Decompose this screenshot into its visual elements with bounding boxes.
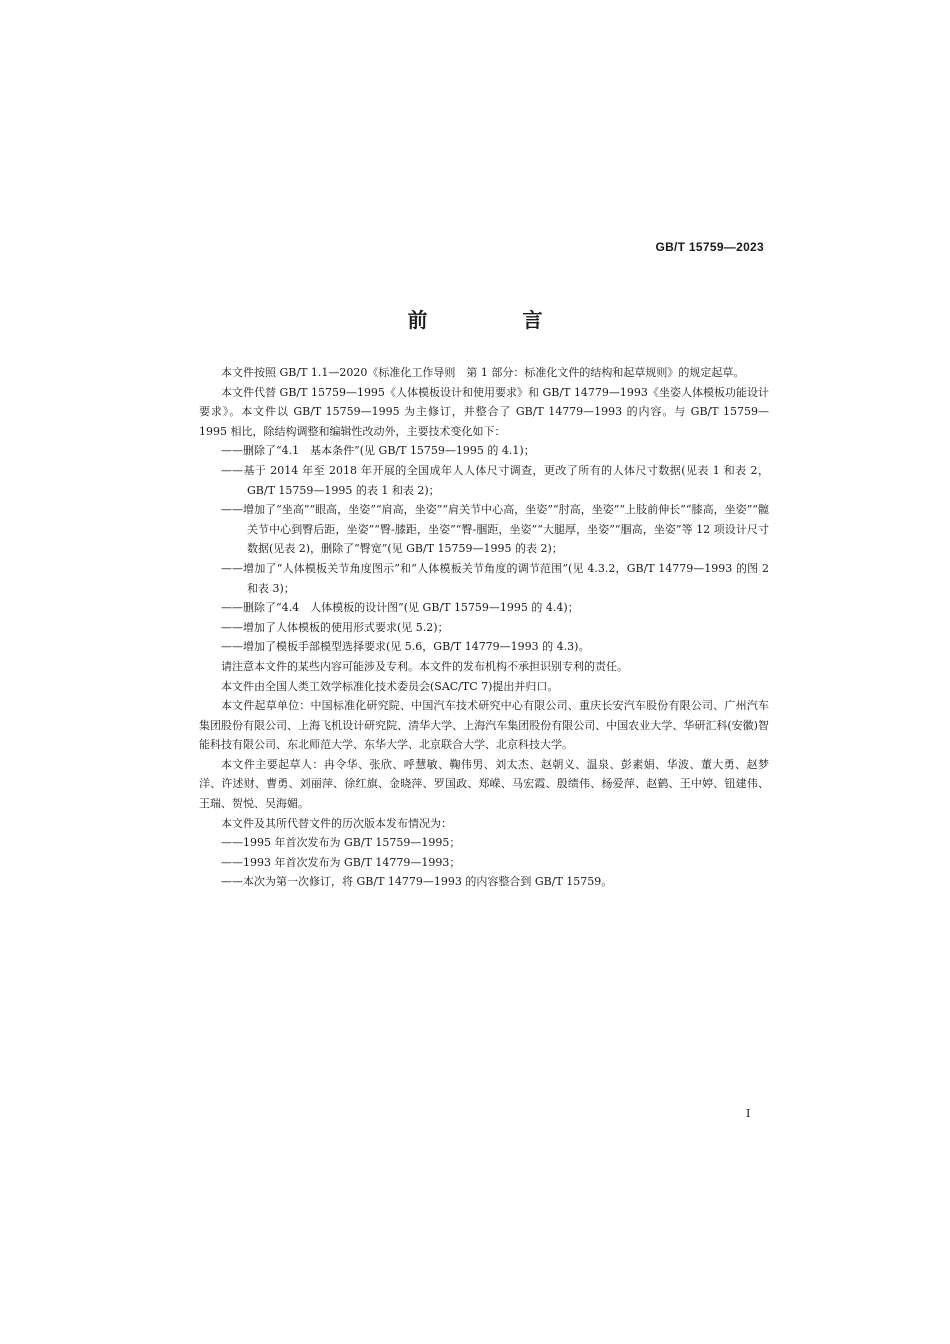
paragraph: 本文件及其所代替文件的历次版本发布情况为： (221, 816, 452, 830)
list-item: ——本次为第一次修订，将 GB/T 14779—1993 的内容整合到 GB/T 15759。 (221, 875, 613, 889)
paragraph: 本文件由全国人类工效学标准化技术委员会(SAC/TC 7)提出并归口。 (221, 679, 559, 693)
list-item: ——增加了“坐高”“眼高，坐姿”“肩高，坐姿”“肩关节中心高，坐姿”“肘高，坐姿”“上肢前伸长”“膝高，坐姿”“髋关节中心到臀后距，坐姿”“臀-膝距，坐姿”“臀-腘距，坐姿”“大腿厚，坐姿”“腘高，坐姿”等 12 项设计尺寸数据(见表 2)，删除了“臀宽”(见 GB/T 15759—1995 的表 2)； (221, 503, 769, 556)
list-item: ——1995 年首次发布为 GB/T 15759—1995； (221, 836, 461, 850)
list-item: ——1993 年首次发布为 GB/T 14779—1993； (221, 855, 461, 869)
list-item: ——增加了人体模板的使用形式要求(见 5.2)； (221, 620, 449, 634)
list-item: ——基于 2014 年至 2018 年开展的全国成年人人体尺寸调查，更改了所有的人体尺寸数据(见表 1 和表 2，GB/T 15759—1995 的表 1 和表 2)； (221, 463, 769, 497)
list-item: ——增加了“人体模板关节角度图示”和“人体模板关节角度的调节范围”(见 4.3.2，GB/T 14779—1993 的图 2 和表 3)； (221, 561, 769, 595)
list-item: ——增加了模板手部模型选择要求(见 5.6，GB/T 14779—1993 的 4.3)。 (221, 640, 590, 654)
page-number: I (746, 1107, 751, 1120)
paragraph: 本文件起草单位：中国标准化研究院、中国汽车技术研究中心有限公司、重庆长安汽车股份有限公司、广州汽车集团股份有限公司、上海飞机设计研究院、清华大学、上海汽车集团股份有限公司、中国农业大学、华研汇科(安徽)智能科技有限公司、东北师范大学、东华大学、北京联合大学、北京科技大学。 (199, 699, 769, 752)
page-title: 前 言 (407, 308, 587, 332)
standard-code: GB/T 15759—2023 (655, 240, 764, 254)
list-item: ——删除了“4.4 人体模板的设计图”(见 GB/T 15759—1995 的 4.4)； (221, 601, 579, 615)
paragraph: 本文件主要起草人：冉令华、张欣、呼慧敏、鞠伟男、刘太杰、赵朝义、温泉、彭素娟、华波、董大勇、赵梦洋、许述财、曹勇、刘丽萍、徐红旗、金晓萍、罗国政、郑嵘、马宏霞、殷绩伟、杨爱萍、赵鹤、王中婷、钮建伟、王瑞、贺悦、吴海媚。 (199, 757, 769, 811)
foreword-body (199, 363, 769, 892)
paragraph: 本文件按照 GB/T 1.1—2020《标准化工作导则 第 1 部分：标准化文件的结构和起草规则》的规定起草。 (221, 366, 745, 379)
paragraph: 本文件代替 GB/T 15759—1995《人体模板设计和使用要求》和 GB/T 14779—1993《坐姿人体模板功能设计要求》。本文件以 GB/T 15759—1995 为主修订，并整合了 GB/T 14779—1993 的内容。与 GB/T 15759—1995 相比，除结构调整和编辑性改动外，主要技术变化如下： (199, 385, 769, 438)
list-item: ——删除了“4.1 基本条件”(见 GB/T 15759—1995 的 4.1)； (221, 444, 535, 458)
paragraph: 请注意本文件的某些内容可能涉及专利。本文件的发布机构不承担识别专利的责任。 (221, 659, 628, 673)
